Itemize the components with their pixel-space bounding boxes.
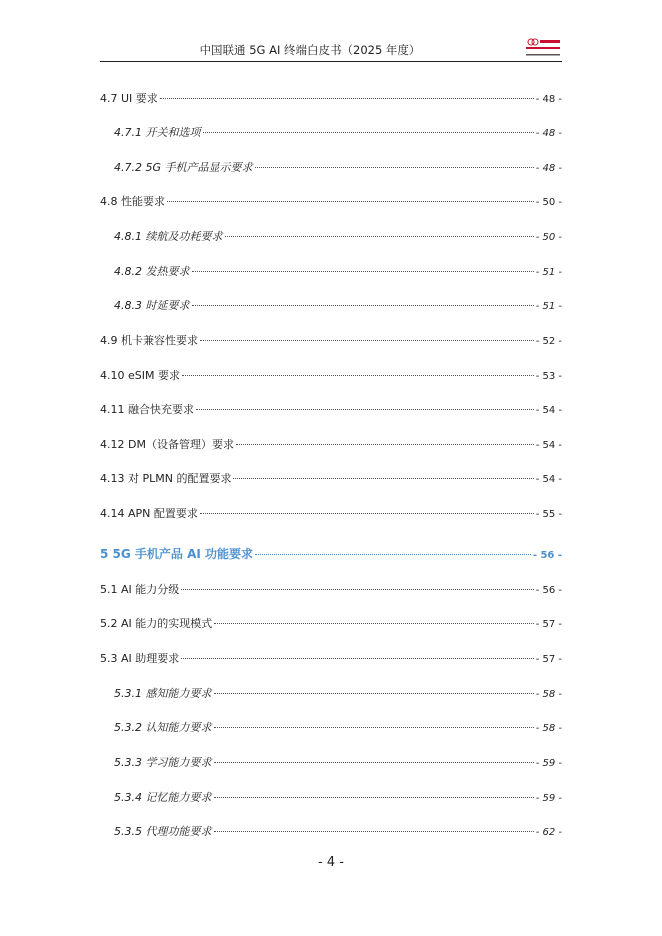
toc-entry-title: 5.2 AI 能力的实现模式 <box>100 617 213 630</box>
toc-entry-page: - 50 - <box>535 197 562 208</box>
toc-entry[interactable] <box>100 193 562 211</box>
toc-entry[interactable] <box>100 332 562 350</box>
toc-entry-title: 4.7.1 开关和选项 <box>114 126 201 139</box>
toc-entry-page: - 54 - <box>535 405 562 416</box>
toc-leader <box>160 98 534 99</box>
toc-entry-title: 4.8.2 发热要求 <box>114 265 190 278</box>
toc-entry[interactable] <box>114 719 562 737</box>
toc-entry[interactable] <box>114 789 562 807</box>
toc-entry-page: - 48 - <box>535 128 562 139</box>
toc-entry-title: 4.12 DM（设备管理）要求 <box>100 438 234 451</box>
china-unicom-logo <box>524 36 562 60</box>
toc-leader <box>255 554 531 555</box>
toc-leader <box>196 409 534 410</box>
toc-entry[interactable] <box>114 159 562 177</box>
toc-leader <box>214 797 534 798</box>
toc-entry-title: 5.3.4 记忆能力要求 <box>114 791 212 804</box>
header-title: 中国联通 5G AI 终端白皮书（2025 年度） <box>199 43 421 57</box>
toc-entry[interactable] <box>114 228 562 246</box>
toc-leader <box>214 762 534 763</box>
toc-entry-title: 4.11 融合快充要求 <box>100 403 194 416</box>
toc-entry[interactable] <box>114 263 562 281</box>
toc-leader <box>181 658 533 659</box>
toc-entry-page: - 55 - <box>535 509 562 520</box>
toc-entry-title: 4.7.2 5G 手机产品显示要求 <box>114 161 253 174</box>
toc-entry-title: 4.8.3 时延要求 <box>114 299 190 312</box>
toc-leader <box>192 271 534 272</box>
toc-entry[interactable] <box>100 650 562 668</box>
toc-entry-title: 5.3 AI 助理要求 <box>100 652 180 665</box>
toc-leader <box>200 340 534 341</box>
page-number: - 4 - <box>318 855 344 870</box>
toc-entry-title: 4.8 性能要求 <box>100 195 165 208</box>
toc-entry-page: - 57 - <box>535 619 562 630</box>
toc-entry-page: - 51 - <box>535 301 562 312</box>
toc-entry-page: - 59 - <box>535 758 562 769</box>
toc-entry-title: 4.7 UI 要求 <box>100 92 158 105</box>
toc-entry-title: 5.3.2 认知能力要求 <box>114 721 212 734</box>
page-header <box>100 36 562 62</box>
toc-leader <box>214 727 534 728</box>
toc-entry[interactable] <box>100 581 562 599</box>
toc-entry-page: - 50 - <box>535 232 562 243</box>
toc-entry-page: - 58 - <box>535 689 562 700</box>
toc-leader <box>182 375 534 376</box>
toc-entry-page: - 48 - <box>535 94 562 105</box>
toc-leader <box>200 513 534 514</box>
toc-leader <box>167 201 534 202</box>
toc-entry-title: 4.13 对 PLMN 的配置要求 <box>100 472 232 485</box>
toc-entry-title: 4.14 APN 配置要求 <box>100 507 198 520</box>
toc-entry-page: - 54 - <box>535 474 562 485</box>
toc-entry[interactable] <box>114 754 562 772</box>
toc-entry-page: - 51 - <box>535 267 562 278</box>
toc-entry-page: - 56 - <box>532 550 562 561</box>
toc-entry-page: - 48 - <box>535 163 562 174</box>
toc-entry[interactable] <box>114 685 562 703</box>
toc-entry-page: - 59 - <box>535 793 562 804</box>
toc-chapter-entry[interactable] <box>100 545 562 563</box>
china-unicom-knot-icon <box>524 36 562 60</box>
toc-entry-title: 5.3.5 代理功能要求 <box>114 825 212 838</box>
toc-entry-page: - 56 - <box>535 585 562 596</box>
toc-entry-title: 4.9 机卡兼容性要求 <box>100 334 198 347</box>
toc-entry-page: - 53 - <box>535 371 562 382</box>
toc-entry-page: - 58 - <box>535 723 562 734</box>
toc-entry-title: 4.8.1 续航及功耗要求 <box>114 230 223 243</box>
toc-entry-title: 5.3.1 感知能力要求 <box>114 687 212 700</box>
toc-entry[interactable] <box>114 823 562 841</box>
toc-entry[interactable] <box>100 367 562 385</box>
toc-leader <box>192 305 534 306</box>
toc-entry[interactable] <box>100 615 562 633</box>
toc-leader <box>255 167 534 168</box>
toc-entry-page: - 57 - <box>535 654 562 665</box>
toc-leader <box>203 132 534 133</box>
toc-entry-title: 5 5G 手机产品 AI 功能要求 <box>100 547 254 561</box>
toc-entry-title: 4.10 eSIM 要求 <box>100 369 180 382</box>
toc-leader <box>181 589 533 590</box>
toc-leader <box>233 478 533 479</box>
header-divider <box>100 61 562 62</box>
toc-entry-page: - 54 - <box>535 440 562 451</box>
toc-entry[interactable] <box>100 90 562 108</box>
toc-entry-page: - 62 - <box>535 827 562 838</box>
toc-entry[interactable] <box>114 124 562 142</box>
toc-entry[interactable] <box>100 470 562 488</box>
toc-entry[interactable] <box>100 401 562 419</box>
toc-leader <box>214 623 533 624</box>
toc-leader <box>214 693 534 694</box>
toc-entry[interactable] <box>114 297 562 315</box>
toc-entry[interactable] <box>100 436 562 454</box>
toc-entry-title: 5.1 AI 能力分级 <box>100 583 180 596</box>
toc-entry-page: - 52 - <box>535 336 562 347</box>
toc-leader <box>225 236 534 237</box>
toc-entry-title: 5.3.3 学习能力要求 <box>114 756 212 769</box>
toc-leader <box>214 831 534 832</box>
toc-entry[interactable] <box>100 505 562 523</box>
toc-leader <box>236 444 534 445</box>
